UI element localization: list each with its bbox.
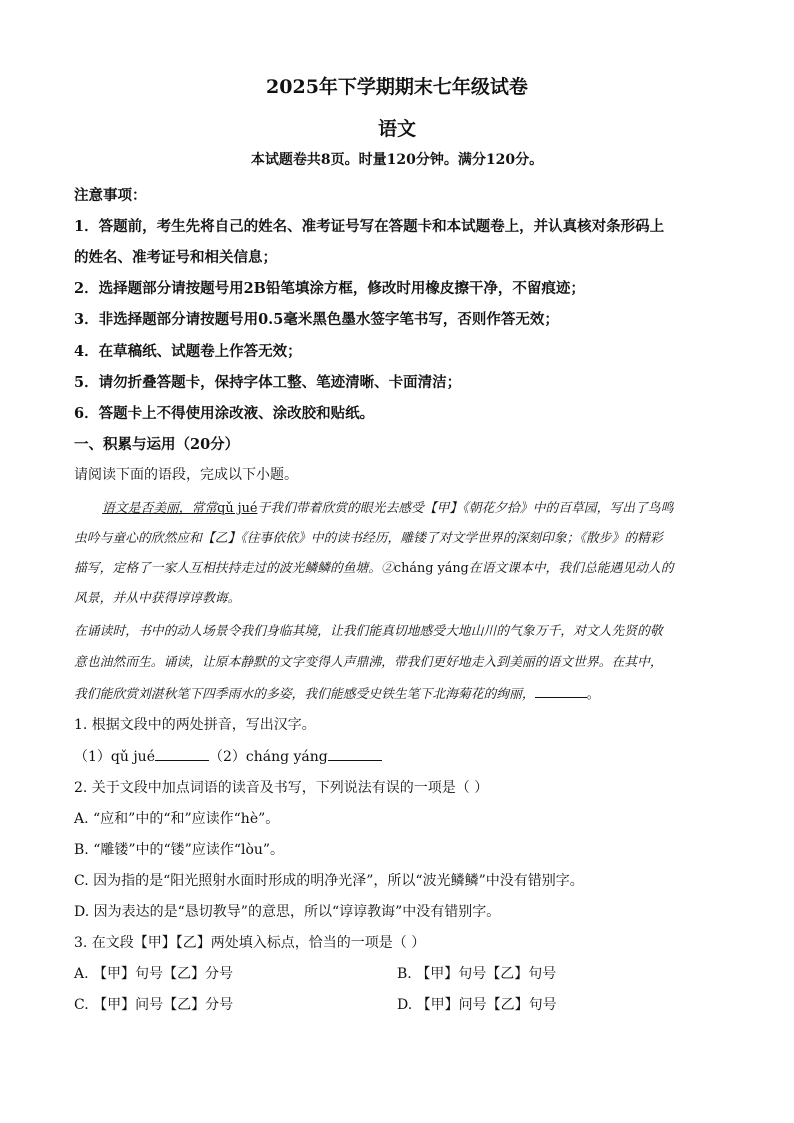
- choice-option[interactable]: B. “雕镂”中的“镂”应读作“lòu”。: [74, 842, 285, 858]
- section-heading: 一、积累与运用（20分）: [74, 436, 240, 453]
- exam-title: 2025年下学期期末七年级试卷: [266, 76, 528, 98]
- notes-item: 6．答题卡上不得使用涂改液、涂改胶和贴纸。: [74, 405, 375, 422]
- notes-item: 的姓名、准考证号和相关信息；: [74, 249, 277, 266]
- question-stem: 1. 根据文段中的两处拼音，写出汉字。: [74, 717, 316, 733]
- answer-blank[interactable]: [328, 748, 382, 761]
- notes-heading: 注意事项：: [74, 187, 147, 204]
- notes-item: 3．非选择题部分请按题号用0.5毫米黑色墨水签字笔书写，否则作答无效；: [74, 311, 559, 328]
- question-part: [74, 746, 382, 766]
- notes-item: 1．答题前，考生先将自己的姓名、准考证号写在答题卡和本试题卷上，并认真核对条形码上: [74, 218, 665, 235]
- choice-option[interactable]: B. 【甲】句号【乙】句号: [397, 966, 557, 982]
- question-part-label: （2）cháng yáng: [208, 749, 328, 765]
- question-stem: 2. 关于文段中加点词语的读音及书写，下列说法有误的一项是（ ）: [74, 780, 489, 796]
- choice-option[interactable]: A. “应和”中的“和”应读作“hè”。: [74, 811, 280, 827]
- notes-item: 2．选择题部分请按题号用2B铅笔填涂方框，修改时用橡皮擦干净，不留痕迹；: [74, 280, 585, 297]
- section-intro: 请阅读下面的语段，完成以下小题。: [74, 467, 298, 483]
- answer-blank[interactable]: [155, 748, 209, 761]
- passage-line: [102, 497, 673, 516]
- choice-option[interactable]: D. 因为表达的是“恳切教导”的意思，所以“谆谆教诲”中没有错别字。: [74, 904, 501, 920]
- passage-line: 风景，并从中获得谆谆教诲。: [74, 591, 241, 606]
- notes-item: 5．请勿折叠答题卡，保持字体工整、笔迹清晰、卡面清洁；: [74, 374, 462, 391]
- question-part-label: （1）qǔ jué: [74, 749, 155, 765]
- passage-underlined-text: 语文是否美丽，常常: [102, 501, 218, 516]
- passage-pinyin: qǔ jué: [217, 501, 258, 516]
- passage-text: 描写，定格了一家人互相扶持走过的波光鳞鳞的鱼塘。②: [74, 561, 394, 576]
- notes-item: 4．在草稿纸、试题卷上作答无效；: [74, 343, 302, 360]
- choice-option[interactable]: A. 【甲】句号【乙】分号: [74, 966, 234, 982]
- exam-info: 本试题卷共8页。时量120分钟。满分120分。: [250, 152, 544, 168]
- passage-text: 在语文课本中，我们总能遇见动人的: [468, 561, 674, 576]
- passage-line: [74, 683, 599, 702]
- exam-subject: 语文: [377, 118, 416, 140]
- choice-option[interactable]: D. 【甲】问号【乙】句号: [397, 997, 557, 1013]
- answer-blank[interactable]: [535, 685, 587, 698]
- passage-line: [74, 557, 674, 576]
- passage-pinyin: cháng yáng: [393, 561, 469, 576]
- passage-text: 我们能欣赏刘湛秋笔下四季雨水的多姿，我们能感受史铁生笔下北海菊花的绚丽，: [74, 687, 535, 702]
- passage-text: 于我们带着欣赏的眼光去感受【甲】《朝花夕拾》中的百草园，写出了鸟鸣: [257, 501, 674, 516]
- passage-text: 。: [586, 687, 600, 702]
- passage-line: 虫吟与童心的欣然应和【乙】《往事依依》中的读书经历，雕镂了对文学世界的深刻印象；《散步》的精彩: [74, 531, 663, 546]
- passage-line: 在诵读时，书中的动人场景令我们身临其境，让我们能真切地感受大地山川的气象万千，对文人先贤的敬: [74, 624, 663, 639]
- question-stem: 3. 在文段【甲】【乙】两处填入标点，恰当的一项是（ ）: [74, 935, 426, 951]
- choice-option[interactable]: C. 因为指的是“阳光照射水面时形成的明净光泽”，所以“波光鳞鳞”中没有错别字。: [74, 873, 584, 889]
- choice-option[interactable]: C. 【甲】问号【乙】分号: [74, 997, 234, 1013]
- passage-line: 意也油然而生。诵读，让原本静默的文字变得人声鼎沸，带我们更好地走入到美丽的语文世界。在其中，: [74, 655, 663, 670]
